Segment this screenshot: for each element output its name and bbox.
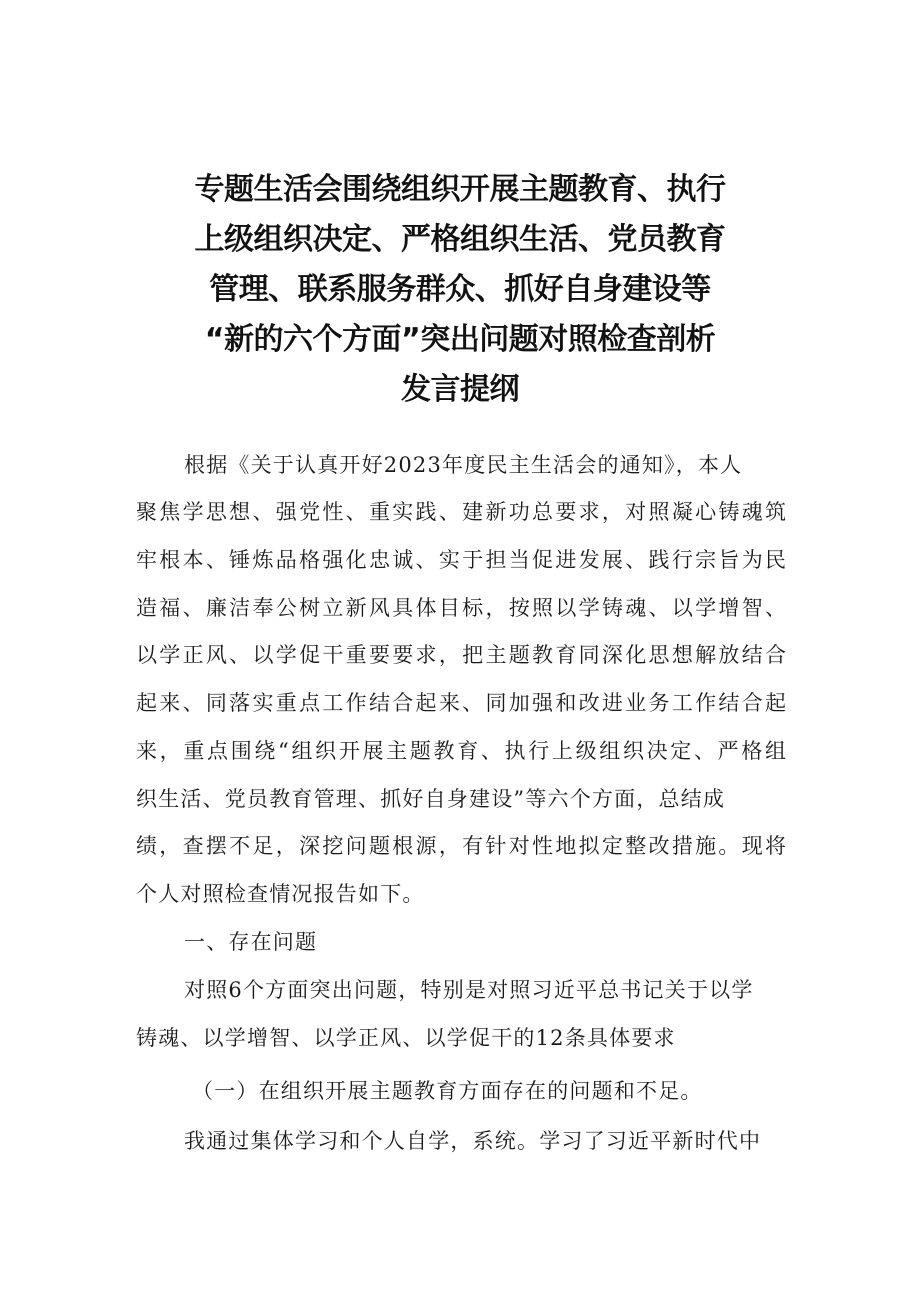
paragraph-line: 个人对照检查情况报告如下。	[136, 882, 425, 906]
paragraph-line: 绩，查摆不足，深挖问题根源，有针对性地拟定整改措施。现将	[136, 834, 786, 858]
section-heading: 一、存在问题	[184, 930, 318, 954]
title-line: “新的六个方面”突出问题对照检查剖析	[204, 322, 716, 357]
paragraph-line: 铸魂、以学增智、以学正风、以学促干的12条具体要求	[136, 1026, 676, 1050]
subsection-heading: （一）在组织开展主题教育方面存在的问题和不足。	[192, 1079, 703, 1103]
paragraph-line: 对照6个方面突出问题，特别是对照习近平总书记关于以学	[184, 978, 754, 1002]
paragraph-line: 造福、廉洁奉公树立新风具体目标，按照以学铸魂、以学增智、	[136, 596, 786, 620]
paragraph-line: 来，重点围绕“组织开展主题教育、执行上级组织决定、严格组	[136, 739, 786, 763]
paragraph-line: 织生活、党员教育管理、抓好自身建设”等六个方面，总结成	[136, 787, 726, 811]
document-title	[120, 165, 800, 415]
paragraph-line: 起来、同落实重点工作结合起来、同加强和改进业务工作结合起	[136, 691, 786, 715]
title-line: 发言提纲	[401, 372, 519, 407]
title-line: 上级组织决定、严格组织生活、党员教育	[194, 222, 726, 257]
paragraph-line: 我通过集体学习和个人自学，系统。学习了习近平新时代中	[184, 1129, 762, 1153]
paragraph-line: 根据《关于认真开好2023年度民主生活会的通知》，本人	[184, 453, 743, 477]
title-line: 专题生活会围绕组织开展主题教育、执行	[194, 172, 726, 207]
paragraph-line: 聚焦学思想、强党性、重实践、建新功总要求，对照凝心铸魂筑	[136, 500, 786, 524]
paragraph-line: 牢根本、锤炼品格强化忠诚、实于担当促进发展、践行宗旨为民	[136, 548, 786, 572]
title-line: 管理、联系服务群众、抓好自身建设等	[209, 272, 711, 307]
paragraph-line: 以学正风、以学促干重要要求，把主题教育同深化思想解放结合	[136, 643, 786, 667]
